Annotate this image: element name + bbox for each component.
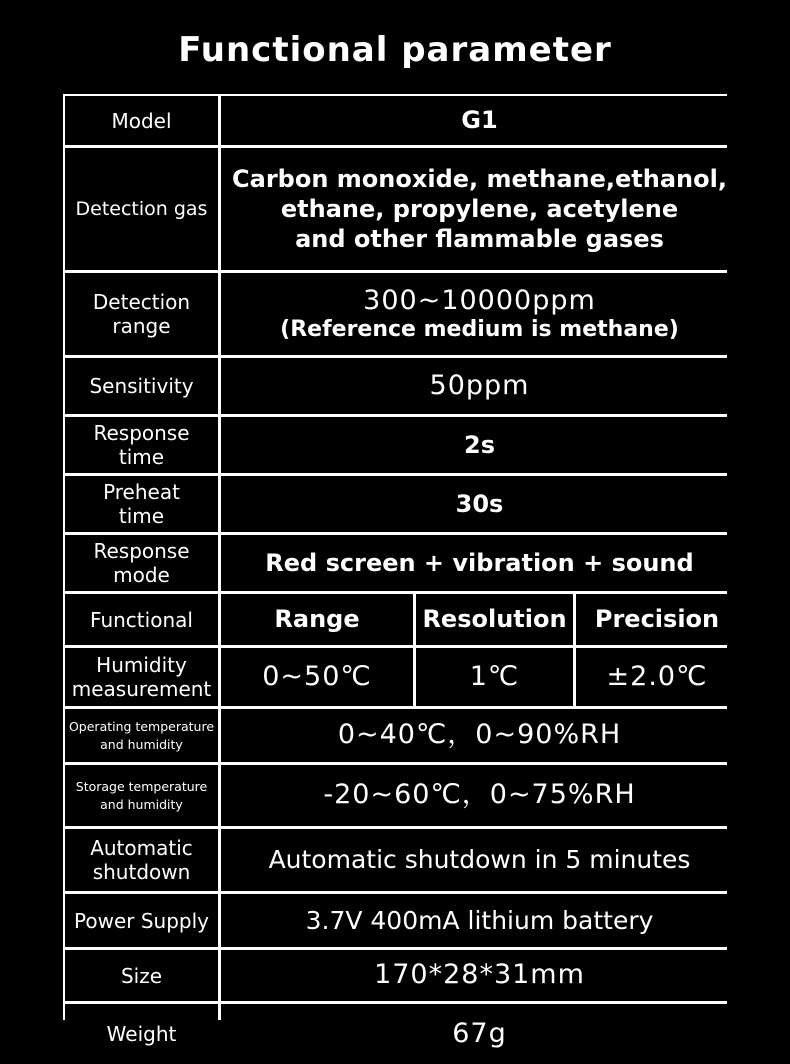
- parameter-table: [63, 94, 727, 1049]
- humidity-range-value: 0~50℃: [221, 648, 413, 706]
- humidity-resolution-value: 1℃: [416, 648, 573, 706]
- functional-label: Functional: [65, 594, 218, 645]
- detection-gas-label: Detection gas: [65, 148, 218, 270]
- operating-value: 0~40℃，0~90%RH: [221, 709, 738, 762]
- power-value: 3.7V 400mA lithium battery: [221, 894, 738, 947]
- size-value: 170*28*31mm: [221, 950, 738, 1001]
- weight-value: 67g: [221, 1004, 738, 1064]
- sensitivity-value: 50ppm: [221, 358, 738, 414]
- response-time-label: Response time: [65, 417, 218, 473]
- functional-precision-header: Precision: [576, 594, 738, 645]
- weight-label: Weight: [65, 1004, 218, 1064]
- shutdown-label: Automatic shutdown: [65, 829, 218, 891]
- sensitivity-label: Sensitivity: [65, 358, 218, 414]
- model-value: G1: [221, 96, 738, 145]
- response-mode-value: Red screen + vibration + sound: [221, 535, 738, 591]
- storage-value: -20~60℃，0~75%RH: [221, 765, 738, 826]
- functional-range-header: Range: [221, 594, 413, 645]
- humidity-precision-value: ±2.0℃: [576, 648, 738, 706]
- detection-range-cell: [221, 273, 738, 355]
- detection-range-note: (Reference medium is methane): [280, 317, 679, 342]
- detection-gas-value: Carbon monoxide, methane,ethanol, ethane, propylene, acetylene and other flammable gases: [221, 148, 738, 270]
- page-title: Functional parameter: [178, 30, 612, 70]
- model-label: Model: [65, 96, 218, 145]
- response-time-value: 2s: [221, 417, 738, 473]
- detection-range-value: 300~10000ppm: [363, 284, 596, 316]
- shutdown-value: Automatic shutdown in 5 minutes: [221, 829, 738, 891]
- detection-range-label: Detection range: [65, 273, 218, 355]
- preheat-time-value: 30s: [221, 476, 738, 532]
- power-label: Power Supply: [65, 894, 218, 947]
- response-mode-label: Response mode: [65, 535, 218, 591]
- storage-label: Storage temperature and humidity: [65, 765, 218, 826]
- functional-resolution-header: Resolution: [416, 594, 573, 645]
- preheat-time-label: Preheat time: [65, 476, 218, 532]
- operating-label: Operating temperature and humidity: [65, 709, 218, 762]
- humidity-label: Humidity measurement: [65, 648, 218, 706]
- size-label: Size: [65, 950, 218, 1001]
